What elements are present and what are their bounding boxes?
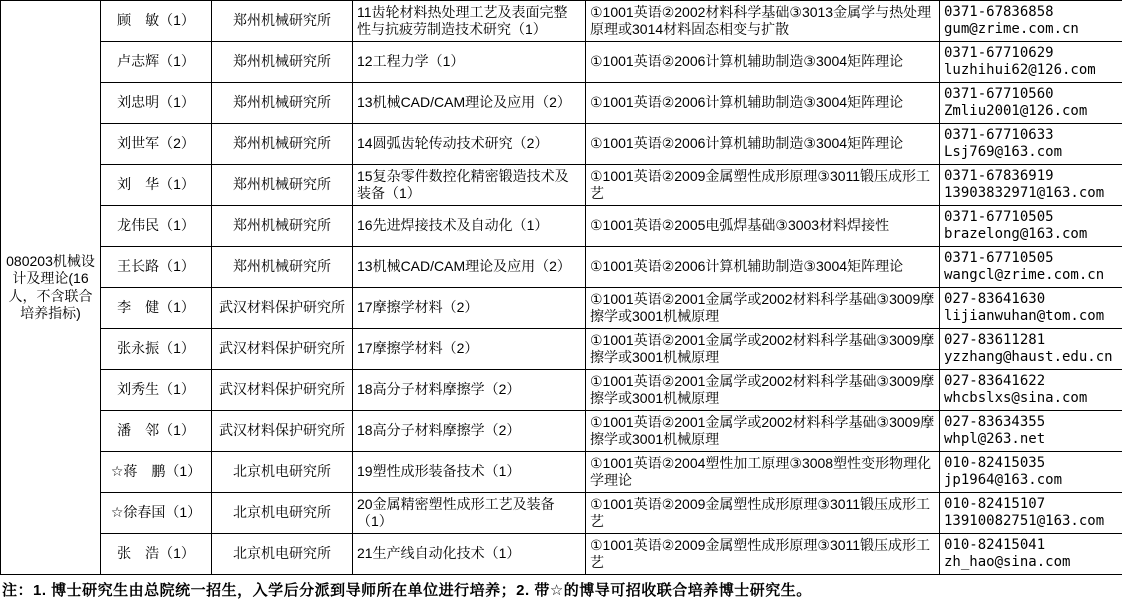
email-address: jp1964@163.com [944, 472, 1063, 488]
table-row [1, 165, 1122, 206]
research-topic-cell: 13机械CAD/CAM理论及应用（2） [353, 83, 586, 124]
contact-cell [940, 206, 1122, 247]
advisor-name-cell: 张 浩（1） [101, 534, 212, 575]
institute-cell: 北京机电研究所 [212, 493, 353, 534]
phone-number: 010-82415107 [944, 495, 1046, 512]
exam-subjects-cell: ①1001英语②2006计算机辅助制造③3004矩阵理论 [586, 83, 940, 124]
advisor-name-cell: 刘世军（2） [101, 124, 212, 165]
email-address: whpl@263.net [944, 431, 1046, 447]
advisor-name-cell: ☆徐春国（1） [101, 493, 212, 534]
exam-subjects-cell: ①1001英语②2006计算机辅助制造③3004矩阵理论 [586, 42, 940, 83]
discipline-category-cell [1, 1, 101, 575]
contact-cell [940, 370, 1122, 411]
institute-cell: 北京机电研究所 [212, 452, 353, 493]
contact-cell [940, 493, 1122, 534]
institute-cell: 郑州机械研究所 [212, 1, 353, 42]
research-topic-cell: 18高分子材料摩擦学（2） [353, 411, 586, 452]
email-address: Zmliu2001@126.com [944, 103, 1088, 119]
phone-number: 0371-67710505 [944, 249, 1054, 266]
table-row [1, 288, 1122, 329]
table-row [1, 452, 1122, 493]
table-row [1, 83, 1122, 124]
exam-subjects-cell: ①1001英语②2001金属学或2002材料科学基础③3009摩擦学或3001机械原理 [586, 288, 940, 329]
institute-cell: 武汉材料保护研究所 [212, 288, 353, 329]
research-topic-cell: 11齿轮材料热处理工艺及表面完整性与抗疲劳制造技术研究（1） [353, 1, 586, 42]
email-address: whcbslxs@sina.com [944, 390, 1088, 406]
contact-cell [940, 1, 1122, 42]
institute-cell: 武汉材料保护研究所 [212, 370, 353, 411]
advisor-name-cell: 刘忠明（1） [101, 83, 212, 124]
phone-number: 0371-67710629 [944, 44, 1054, 61]
table-row [1, 493, 1122, 534]
contact-cell [940, 247, 1122, 288]
institute-cell: 北京机电研究所 [212, 534, 353, 575]
contact-cell [940, 288, 1122, 329]
contact-cell [940, 165, 1122, 206]
email-address: luzhihui62@126.com [944, 62, 1096, 78]
research-topic-cell: 17摩擦学材料（2） [353, 329, 586, 370]
research-topic-cell: 18高分子材料摩擦学（2） [353, 370, 586, 411]
phone-number: 010-82415035 [944, 454, 1046, 471]
institute-cell: 武汉材料保护研究所 [212, 329, 353, 370]
phone-number: 0371-67836858 [944, 3, 1054, 20]
phone-number: 027-83641622 [944, 372, 1046, 389]
research-topic-cell: 13机械CAD/CAM理论及应用（2） [353, 247, 586, 288]
research-topic-cell: 20金属精密塑性成形工艺及装备（1） [353, 493, 586, 534]
phone-number: 010-82415041 [944, 536, 1046, 553]
email-address: wangcl@zrime.com.cn [944, 267, 1105, 283]
research-topic-cell: 16先进焊接技术及自动化（1） [353, 206, 586, 247]
contact-cell [940, 42, 1122, 83]
contact-cell [940, 124, 1122, 165]
phone-number: 0371-67710633 [944, 126, 1054, 143]
institute-cell: 郑州机械研究所 [212, 206, 353, 247]
phone-number: 027-83634355 [944, 413, 1046, 430]
email-address: yzzhang@haust.edu.cn [944, 349, 1113, 365]
email-address: brazelong@163.com [944, 226, 1088, 242]
contact-cell [940, 452, 1122, 493]
exam-subjects-cell: ①1001英语②2005电弧焊基础③3003材料焊接性 [586, 206, 940, 247]
advisor-name-cell: ☆蒋 鹏（1） [101, 452, 212, 493]
email-address: lijianwuhan@tom.com [944, 308, 1105, 324]
research-topic-cell: 15复杂零件数控化精密锻造技术及装备（1） [353, 165, 586, 206]
exam-subjects-cell: ①1001英语②2001金属学或2002材料科学基础③3009摩擦学或3001机械原理 [586, 411, 940, 452]
advisor-name-cell: 王长路（1） [101, 247, 212, 288]
table-row [1, 411, 1122, 452]
advisor-name-cell: 李 健（1） [101, 288, 212, 329]
table-row [1, 370, 1122, 411]
contact-cell [940, 83, 1122, 124]
table-row [1, 42, 1122, 83]
email-address: zh_hao@sina.com [944, 554, 1071, 570]
footnote: 注：1. 博士研究生由总院统一招生，入学后分派到导师所在单位进行培养；2. 带☆的博导可招收联合培养博士研究生。 [2, 582, 812, 599]
exam-subjects-cell: ①1001英语②2001金属学或2002材料科学基础③3009摩擦学或3001机械原理 [586, 329, 940, 370]
institute-cell: 郑州机械研究所 [212, 83, 353, 124]
institute-cell: 郑州机械研究所 [212, 124, 353, 165]
phone-number: 027-83611281 [944, 331, 1046, 348]
research-topic-cell: 12工程力学（1） [353, 42, 586, 83]
table-row [1, 329, 1122, 370]
advisor-name-cell: 刘 华（1） [101, 165, 212, 206]
institute-cell: 郑州机械研究所 [212, 247, 353, 288]
discipline-category-label: 080203机械设计及理论(16人，不含联合培养指标) [6, 252, 95, 321]
email-address: Lsj769@163.com [944, 144, 1063, 160]
research-topic-cell: 17摩擦学材料（2） [353, 288, 586, 329]
exam-subjects-cell: ①1001英语②2006计算机辅助制造③3004矩阵理论 [586, 124, 940, 165]
phone-number: 0371-67710505 [944, 208, 1054, 225]
exam-subjects-cell: ①1001英语②2002材料科学基础③3013金属学与热处理原理或3014材料固态相变与扩散 [586, 1, 940, 42]
exam-subjects-cell: ①1001英语②2009金属塑性成形原理③3011锻压成形工艺 [586, 165, 940, 206]
phone-number: 0371-67710560 [944, 85, 1054, 102]
exam-subjects-cell: ①1001英语②2009金属塑性成形原理③3011锻压成形工艺 [586, 493, 940, 534]
research-topic-cell: 21生产线自动化技术（1） [353, 534, 586, 575]
contact-cell [940, 329, 1122, 370]
email-address: 13903832971@163.com [944, 185, 1105, 201]
contact-cell [940, 411, 1122, 452]
institute-cell: 武汉材料保护研究所 [212, 411, 353, 452]
exam-subjects-cell: ①1001英语②2001金属学或2002材料科学基础③3009摩擦学或3001机械原理 [586, 370, 940, 411]
table-row [1, 124, 1122, 165]
advisor-name-cell: 顾 敏（1） [101, 1, 212, 42]
phone-number: 0371-67836919 [944, 167, 1054, 184]
advisor-name-cell: 潘 邻（1） [101, 411, 212, 452]
exam-subjects-cell: ①1001英语②2009金属塑性成形原理③3011锻压成形工艺 [586, 534, 940, 575]
table-row [1, 534, 1122, 575]
table-row [1, 1, 1122, 42]
advisor-name-cell: 张永振（1） [101, 329, 212, 370]
advisor-name-cell: 龙伟民（1） [101, 206, 212, 247]
phone-number: 027-83641630 [944, 290, 1046, 307]
institute-cell: 郑州机械研究所 [212, 165, 353, 206]
contact-cell [940, 534, 1122, 575]
table-row [1, 247, 1122, 288]
exam-subjects-cell: ①1001英语②2006计算机辅助制造③3004矩阵理论 [586, 247, 940, 288]
table-row [1, 206, 1122, 247]
email-address: 13910082751@163.com [944, 513, 1105, 529]
advisor-name-cell: 卢志辉（1） [101, 42, 212, 83]
institute-cell: 郑州机械研究所 [212, 42, 353, 83]
advisor-name-cell: 刘秀生（1） [101, 370, 212, 411]
exam-subjects-cell: ①1001英语②2004塑性加工原理③3008塑性变形物理化学理论 [586, 452, 940, 493]
research-topic-cell: 19塑性成形装备技术（1） [353, 452, 586, 493]
email-address: gum@zrime.com.cn [944, 21, 1079, 37]
research-topic-cell: 14圆弧齿轮传动技术研究（2） [353, 124, 586, 165]
